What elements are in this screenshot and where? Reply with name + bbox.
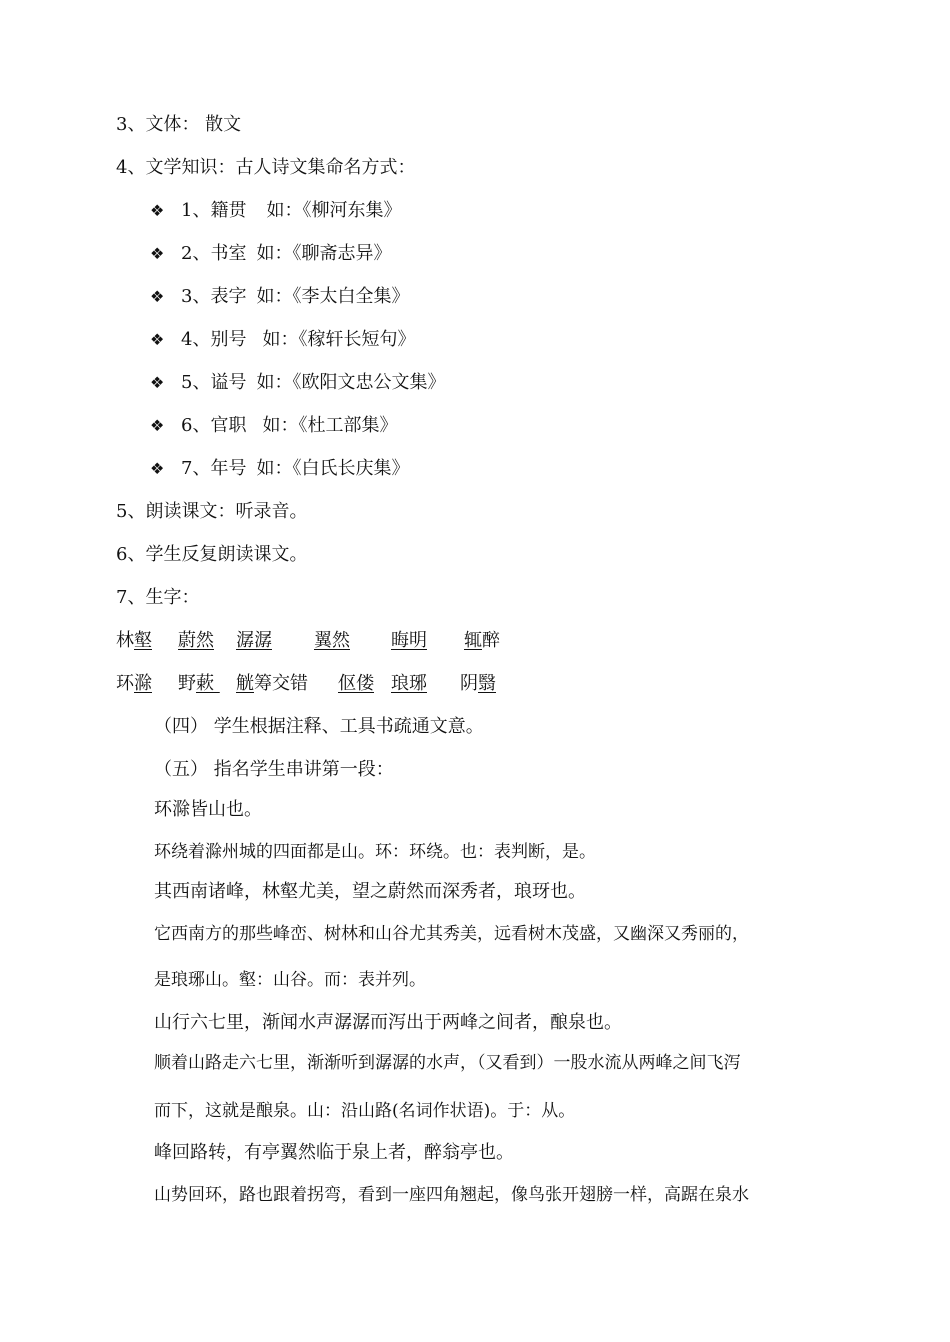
translation-text: 山势回环，路也跟着拐弯，看到一座四角翘起，像鸟张开翅膀一样，高踞在泉水 bbox=[154, 1185, 749, 1205]
bullet-icon: ❖ bbox=[150, 373, 165, 392]
vocab-word: 琅琊 bbox=[391, 673, 427, 694]
list-item: 6、官职 如：《杜工部集》 bbox=[181, 415, 398, 436]
vocab-word: 野蔌 bbox=[178, 673, 214, 694]
vocab-word: 林壑 bbox=[116, 630, 152, 651]
bullet-icon: ❖ bbox=[150, 287, 165, 306]
vocab-word: 潺潺 bbox=[236, 630, 272, 651]
translation-text: 是琅琊山。壑：山谷。而：表并列。 bbox=[154, 970, 426, 990]
step-five: （五） 指名学生串讲第一段： bbox=[154, 759, 394, 780]
item-reading: 5、朗读课文：听录音。 bbox=[116, 501, 308, 522]
item-new-characters: 7、生字： bbox=[116, 587, 200, 608]
item-literary-knowledge: 4、文学知识：古人诗文集命名方式： bbox=[116, 157, 416, 178]
vocab-word: 蔚然 bbox=[178, 630, 214, 651]
item-repeat-reading: 6、学生反复朗读课文。 bbox=[116, 544, 308, 565]
translation-text: 环绕着滁州城的四面都是山。环：环绕。也：表判断，是。 bbox=[154, 842, 596, 862]
list-item: 7、年号 如：《白氏长庆集》 bbox=[181, 458, 410, 479]
bullet-icon: ❖ bbox=[150, 330, 165, 349]
list-item: 4、别号 如：《稼轩长短句》 bbox=[181, 329, 416, 350]
vocab-word: 伛偻 bbox=[338, 673, 374, 694]
list-item: 3、表字 如：《李太白全集》 bbox=[181, 286, 410, 307]
translation-text: 而下，这就是酿泉。山：沿山路(名词作状语)。于：从。 bbox=[154, 1101, 576, 1121]
original-text: 环滁皆山也。 bbox=[154, 799, 262, 820]
list-item: 1、籍贯 如：《柳河东集》 bbox=[181, 200, 402, 221]
vocab-word: 翼然 bbox=[314, 630, 350, 651]
original-text: 山行六七里，渐闻水声潺潺而泻出于两峰之间者，酿泉也。 bbox=[154, 1012, 622, 1033]
vocab-word: 辄醉 bbox=[464, 630, 500, 651]
original-text: 其西南诸峰，林壑尤美，望之蔚然而深秀者，琅玡也。 bbox=[154, 881, 586, 902]
vocab-word: 觥筹交错 bbox=[236, 673, 308, 694]
original-text: 峰回路转，有亭翼然临于泉上者，醉翁亭也。 bbox=[154, 1142, 514, 1163]
vocab-word: 晦明 bbox=[391, 630, 427, 651]
translation-text: 顺着山路走六七里，渐渐听到潺潺的水声，（又看到）一股水流从两峰之间飞泻 bbox=[154, 1053, 741, 1073]
step-four: （四） 学生根据注释、工具书疏通文意。 bbox=[154, 716, 484, 737]
list-item: 2、书室 如：《聊斋志异》 bbox=[181, 243, 392, 264]
vocab-word: 环滁 bbox=[116, 673, 152, 694]
bullet-icon: ❖ bbox=[150, 201, 165, 220]
bullet-icon: ❖ bbox=[150, 244, 165, 263]
vocab-word: 阴翳 bbox=[460, 673, 496, 694]
item-genre: 3、文体： 散文 bbox=[116, 114, 242, 135]
bullet-icon: ❖ bbox=[150, 416, 165, 435]
list-item: 5、谥号 如：《欧阳文忠公文集》 bbox=[181, 372, 446, 393]
bullet-icon: ❖ bbox=[150, 459, 165, 478]
translation-text: 它西南方的那些峰峦、树林和山谷尤其秀美，远看树木茂盛，又幽深又秀丽的， bbox=[154, 924, 749, 944]
